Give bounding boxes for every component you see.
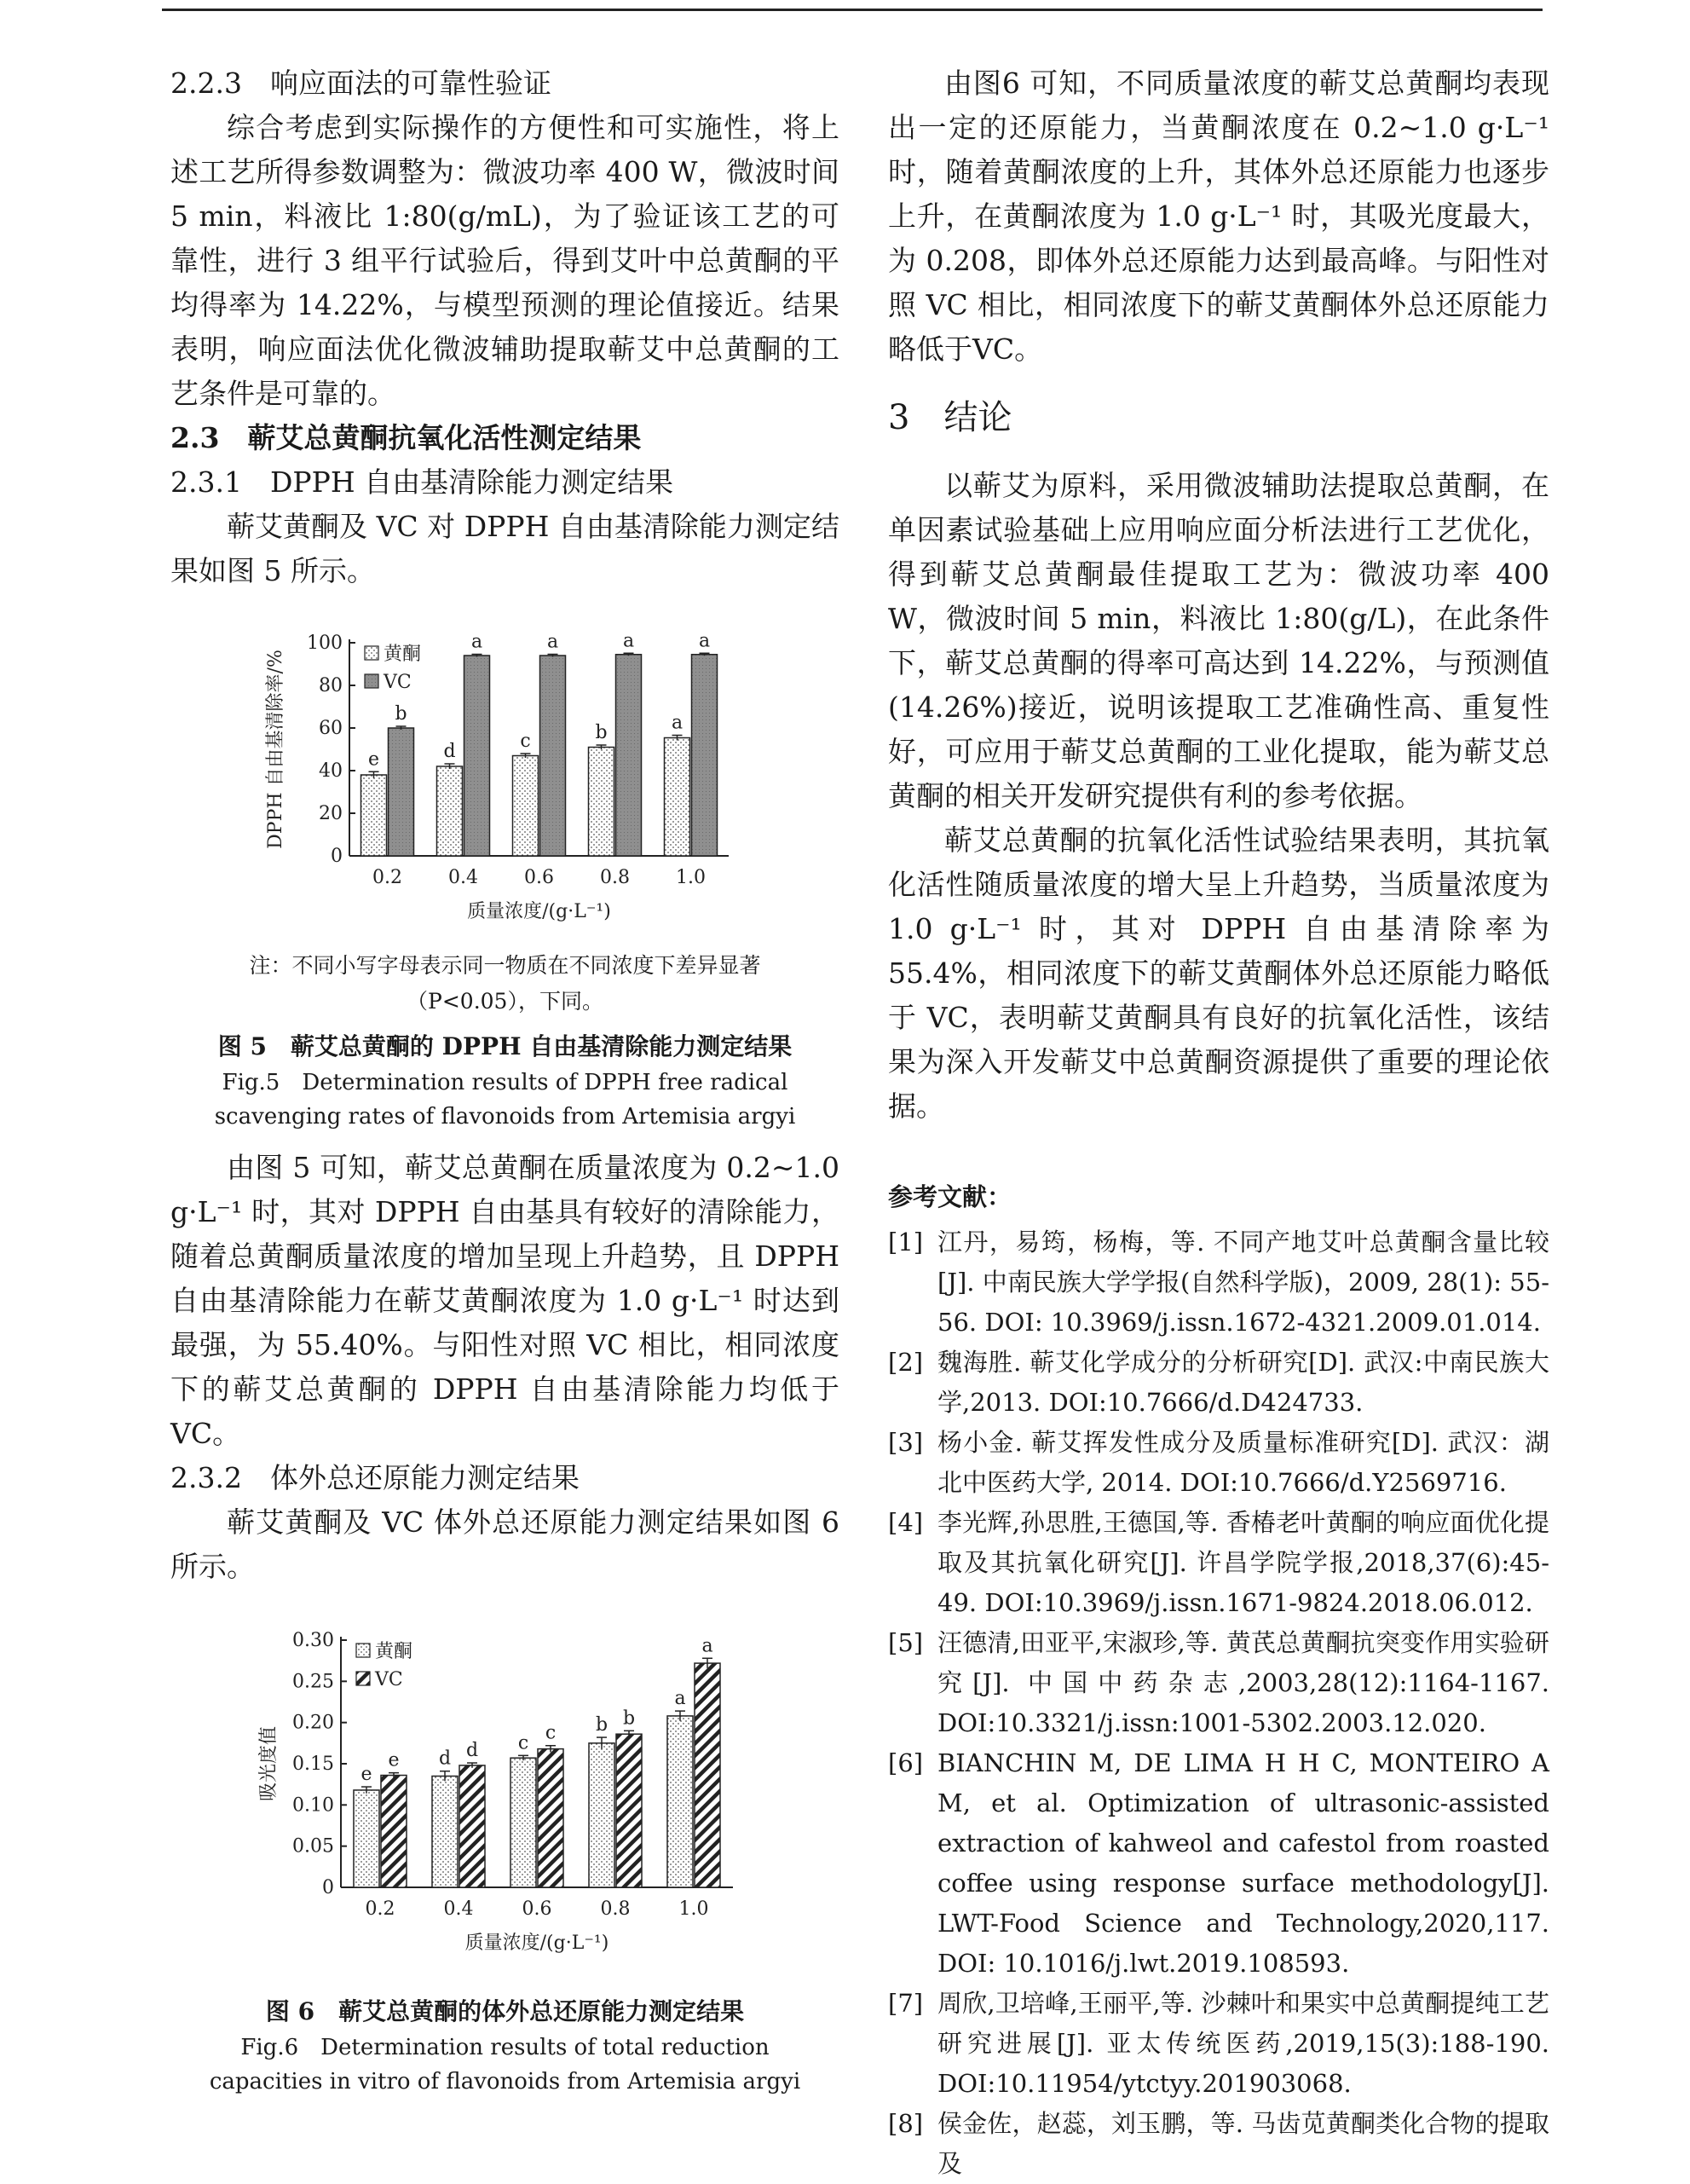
bar-vc [381,1776,407,1887]
fig5-discussion-paragraph: 由图 5 可知，蕲艾总黄酮在质量浓度为 0.2~1.0 g·L⁻¹ 时，其对 DPPH 自由基具有较好的清除能力，随着总黄酮质量浓度的增加呈现上升趋势，且 DPPH 自由基清除能力在蕲艾黄酮浓度为 1.0 g·L⁻¹ 时达到最强，为 55.40%。与阳性对照 VC 相比，相同浓度下的蕲艾总黄酮的 DPPH 自由基清除能力均低于 VC。 [170,1151,839,1450]
section-2-3-2-heading: 2.3.2 体外总还原能力测定结果 [170,1461,580,1494]
legend-label-flavonoid: 黄酮 [375,1641,413,1662]
reference-text: 魏海胜. 蕲艾化学成分的分析研究[D]. 武汉:中南民族大学,2013. DOI:10.7666/d.D424733. [937,1348,1549,1417]
reference-number: [2] [888,1348,924,1377]
fig6-title-cn: 图 6 蕲艾总黄酮的体外总还原能力测定结果 [265,1997,745,2025]
y-tick-label: 0.05 [292,1835,334,1858]
y-tick-label: 80 [319,675,343,696]
fig5-title-cn: 图 5 蕲艾总黄酮的 DPPH 自由基清除能力测定结果 [217,1032,793,1060]
fig5-note-line2: （P<0.05），下同。 [407,989,603,1014]
reference-item [888,1503,1549,1623]
reference-item [888,1743,1549,1984]
bar-flavonoid [437,766,463,856]
significance-letter: c [545,1722,557,1744]
reference-number: [1] [888,1228,924,1257]
bar-flavonoid [361,775,387,856]
significance-letter: d [443,741,456,762]
legend-swatch-vc [356,1672,370,1685]
significance-letter: a [701,1635,713,1657]
fig5-note-line1: 注：不同小写字母表示同一物质在不同浓度下差异显著 [249,953,761,978]
bar-flavonoid [513,756,539,857]
reference-text: 杨小金. 蕲艾挥发性成分及质量标准研究[D]. 武汉：湖北中医药大学, 2014. DOI:10.7666/d.Y2569716. [937,1428,1549,1497]
y-tick-label: 0.15 [292,1754,334,1775]
y-tick-label: 100 [307,633,343,654]
x-tick-label: 0.4 [443,1898,474,1920]
significance-letter: a [671,712,683,734]
legend-swatch-vc [365,674,378,688]
y-tick-label: 0.25 [292,1671,334,1693]
bar-flavonoid [510,1758,536,1887]
fig5-chart [170,600,839,941]
reference-number: [7] [888,1989,924,2018]
y-tick-label: 0.10 [292,1794,334,1817]
section-2-3-2-paragraph: 蕲艾黄酮及 VC 体外总还原能力测定结果如图 6 所示。 [170,1505,839,1583]
x-tick-label: 1.0 [678,1898,709,1920]
significance-letter: a [674,1688,686,1710]
x-tick-label: 0.8 [600,1898,631,1920]
significance-letter: a [698,630,711,652]
conclusion-paragraph-1: 以蕲艾为原料，采用微波辅助法提取总黄酮，在单因素试验基础上应用响应面分析法进行工艺优化，得到蕲艾总黄酮最佳提取工艺为：微波功率 400 W，微波时间 5 min，料液比 1:80(g/L)，在此条件下，蕲艾总黄酮的得率可高达到 14.22%，与预测值(14.26%)接近，说明该提取工艺准确性高、重复性好，可应用于蕲艾总黄酮的工业化提取，能为蕲艾总黄酮的相关开发研究提供有利的参考依据。 [888,469,1549,812]
significance-letter: e [367,748,380,771]
legend-swatch-flavonoid [356,1644,370,1657]
figure-6 [170,1615,839,2099]
y-tick-label: 0.30 [292,1630,334,1651]
significance-letter: c [517,1732,529,1754]
reference-text: 江丹，易筠，杨梅，等. 不同产地艾叶总黄酮含量比较[J]. 中南民族大学学报(自然科学版)，2009, 28(1): 55-56. DOI: 10.3969/j.issn.1672-4321.2009.01.014. [937,1228,1549,1337]
y-tick-label: 0.20 [292,1712,334,1734]
x-tick-label: 0.2 [372,867,402,888]
reference-number: [8] [888,2109,924,2138]
x-axis-label: 质量浓度/(g·L⁻¹) [467,901,611,922]
references-list [888,1222,1549,2184]
bar-vc [538,1749,563,1887]
significance-letter: b [595,722,608,743]
x-axis-label: 质量浓度/(g·L⁻¹) [464,1933,609,1954]
bar-vc [464,656,490,856]
section-2-2-3-paragraph: 综合考虑到实际操作的方便性和可实施性，将上述工艺所得参数调整为：微波功率 400 W，微波时间 5 min，料液比 1:80(g/mL)，为了验证该工艺的可靠性，进行 3 组平行试验后，得到艾叶中总黄酮的平均得率为 14.22%，与模型预测的理论值接近。结果表明，响应面法优化微波辅助提取蕲艾中总黄酮的工艺条件是可靠的。 [170,111,839,410]
reference-item [888,1423,1549,1503]
significance-letter: b [395,703,407,725]
reference-text: 周欣,卫培峰,王丽平,等. 沙棘叶和果实中总黄酮提纯工艺研究进展[J]. 亚太传统医药,2019,15(3):188-190. DOI:10.11954/ytctyy.201903068. [937,1989,1549,2098]
reference-item [888,1343,1549,1423]
left-column [170,61,839,2099]
bar-flavonoid [589,748,614,857]
section-2-3-heading: 2.3 蕲艾总黄酮抗氧化活性测定结果 [170,421,642,454]
significance-letter: b [595,1714,609,1736]
reference-item [888,1222,1549,1343]
section-2-3-1-paragraph: 蕲艾黄酮及 VC 对 DPPH 自由基清除能力测定结果如图 5 所示。 [170,510,839,587]
significance-letter: a [546,631,559,653]
right-column [888,61,1549,2184]
bar-vc [616,1734,642,1887]
legend-label-flavonoid: 黄酮 [384,644,422,665]
bar-vc [540,656,566,856]
reference-text: BIANCHIN M, DE LIMA H H C, MONTEIRO A M, et al. Optimization of ultrasonic-assisted extraction of kahweol and cafestol from roasted coffee using response surface methodology[J]. LWT-Food Science and Technology,2020,117. DOI: 10.1016/j.lwt.2019.108593. [937,1748,1549,1978]
y-axis-label: 吸光度值 [258,1725,280,1802]
bar-flavonoid [589,1743,614,1887]
significance-letter: a [622,630,635,652]
x-tick-label: 0.6 [522,1898,552,1920]
conclusion-paragraph-2: 蕲艾总黄酮的抗氧化活性试验结果表明，其抗氧化活性随质量浓度的增大呈上升趋势，当质量浓度为 1.0 g·L⁻¹ 时，其对 DPPH 自由基清除率为 55.4%，相同浓度下的蕲艾黄酮体外总还原能力略低于 VC，表明蕲艾黄酮具有良好的抗氧化活性，该结果为深入开发蕲艾中总黄酮资源提供了重要的理论依据。 [888,823,1549,1123]
bar-vc [389,728,414,856]
y-axis-label: DPPH 自由基清除率/% [265,650,286,849]
significance-letter: d [438,1748,452,1770]
significance-letter: d [465,1740,479,1762]
reference-text: 侯金佐，赵蕊，刘玉鹏，等. 马齿苋黄酮类化合物的提取及 [937,2109,1549,2178]
bar-vc [695,1663,720,1887]
y-tick-label: 0 [331,846,343,867]
fig6-chart [170,1615,839,1981]
header-rule [162,9,1543,11]
legend-swatch-flavonoid [365,646,378,660]
section-3-heading: 3 结论 [888,398,1012,437]
reference-text: 李光辉,孙思胜,王德国,等. 香椿老叶黄酮的响应面优化提取及其抗氧化研究[J]. 许昌学院学报,2018,37(6):45-49. DOI:10.3969/j.issn.1671-9824.2018.06.012. [937,1508,1549,1617]
reference-text: 汪德清,田亚平,宋淑珍,等. 黄芪总黄酮抗突变作用实验研究[J]. 中国中药杂志,2003,28(12):1164-1167. DOI:10.3321/j.issn:1001-5302.2003.12.020. [937,1628,1549,1737]
reference-number: [4] [888,1508,924,1537]
legend-label-vc: VC [375,1669,403,1690]
bar-flavonoid [354,1790,379,1887]
reference-item [888,1623,1549,1743]
significance-letter: e [360,1764,372,1786]
section-2-2-3-heading: 2.2.3 响应面法的可靠性验证 [170,66,551,100]
bar-flavonoid [667,1716,693,1887]
y-tick-label: 40 [319,760,343,782]
x-tick-label: 0.8 [600,867,630,888]
bar-vc [459,1765,485,1887]
reference-number: [6] [888,1748,924,1777]
reference-number: [3] [888,1428,924,1457]
x-tick-label: 1.0 [676,867,706,888]
fig5-title-en: Fig.5 Determination results of DPPH free radical scavenging rates of flavonoids from Artemisia argyi [214,1070,796,1130]
significance-letter: b [622,1707,636,1730]
x-tick-label: 0.4 [448,867,478,888]
section-2-3-1-heading: 2.3.1 DPPH 自由基清除能力测定结果 [170,465,674,499]
bar-flavonoid [432,1777,458,1888]
reference-item [888,1984,1549,2104]
bar-vc [692,655,718,856]
reference-number: [5] [888,1628,924,1657]
bar-vc [616,655,642,856]
significance-letter: c [520,731,531,752]
x-tick-label: 0.6 [524,867,554,888]
x-tick-label: 0.2 [365,1898,395,1920]
significance-letter: a [470,631,483,653]
y-tick-label: 20 [319,803,343,824]
fig6-discussion-paragraph: 由图6 可知，不同质量浓度的蕲艾总黄酮均表现出一定的还原能力，当黄酮浓度在 0.2~1.0 g·L⁻¹ 时，随着黄酮浓度的上升，其体外总还原能力也逐步上升，在黄酮浓度为 1.0 g·L⁻¹ 时，其吸光度最大，为 0.208，即体外总还原能力达到最高峰。与阳性对照 VC 相比，相同浓度下的蕲艾黄酮体外总还原能力略低于VC。 [888,66,1549,366]
y-tick-label: 0 [322,1877,334,1898]
references-title: 参考文献： [888,1182,1012,1211]
bar-flavonoid [665,738,690,857]
reference-item [888,2104,1549,2184]
legend-label-vc: VC [384,672,412,693]
fig6-title-en: Fig.6 Determination results of total reduction capacities in vitro of flavonoids from Artemisia argyi [209,2035,801,2094]
y-tick-label: 60 [319,718,343,739]
figure-5 [170,600,839,1134]
significance-letter: e [388,1749,400,1771]
